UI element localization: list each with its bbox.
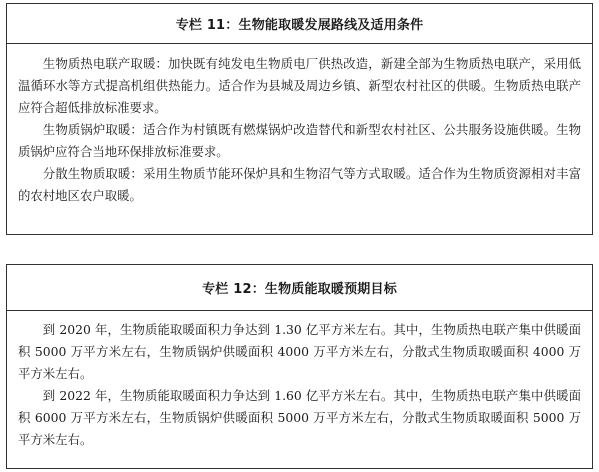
route-text: 采用生物质节能环保炉具和生物沼气等方式取暖。适合作为生物质资源相对丰富的农村地区农户取暖。 [18, 166, 582, 203]
route-paragraph-distributed [18, 163, 581, 207]
route-lead: 生物质锅炉取暖： [42, 122, 143, 137]
box-body [7, 44, 592, 207]
box-header [7, 4, 592, 44]
box-heating-targets [6, 264, 593, 469]
target-paragraph-2020: 到 2020 年，生物质能取暖面积力争达到 1.30 亿平方米左右。其中，生物质热电联产集中供暖面积 5000 万平方米左右，生物质锅炉供暖面积 4000 万平方米左右，分散式生物质取暖面积 4000 万平方米左右。 [18, 322, 581, 381]
target-paragraph-2022: 到 2022 年，生物质能取暖面积力争达到 1.60 亿平方米左右。其中，生物质热电联产集中供暖面积 6000 万平方米左右，生物质锅炉供暖面积 5000 万平方米左右，分散式生物质取暖面积 5000 万平方米左右。 [18, 388, 581, 447]
route-paragraph-chp [18, 53, 581, 119]
box-heating-routes [6, 3, 593, 235]
route-paragraph-boiler [18, 119, 581, 163]
route-text: 适合作为村镇既有燃煤锅炉改造替代和新型农村社区、公共服务设施供暖。生物质锅炉应符合当地环保排放标准要求。 [18, 122, 582, 159]
box-body [7, 311, 592, 451]
box-title: 专栏 12：生物质能取暖预期目标 [202, 282, 397, 297]
box-title: 专栏 11：生物能取暖发展路线及适用条件 [175, 18, 424, 33]
route-text: 加快既有纯发电生物质电厂供热改造，新建全部为生物质热电联产，采用低温循环水等方式提高机组供热能力。适合作为县城及周边乡镇、新型农村社区的供暖。生物质热电联产应符合超低排放标准要求。 [18, 56, 582, 115]
route-lead: 分散生物质取暖： [42, 166, 143, 181]
box-header [7, 265, 592, 311]
route-lead: 生物质热电联产取暖： [42, 56, 168, 71]
